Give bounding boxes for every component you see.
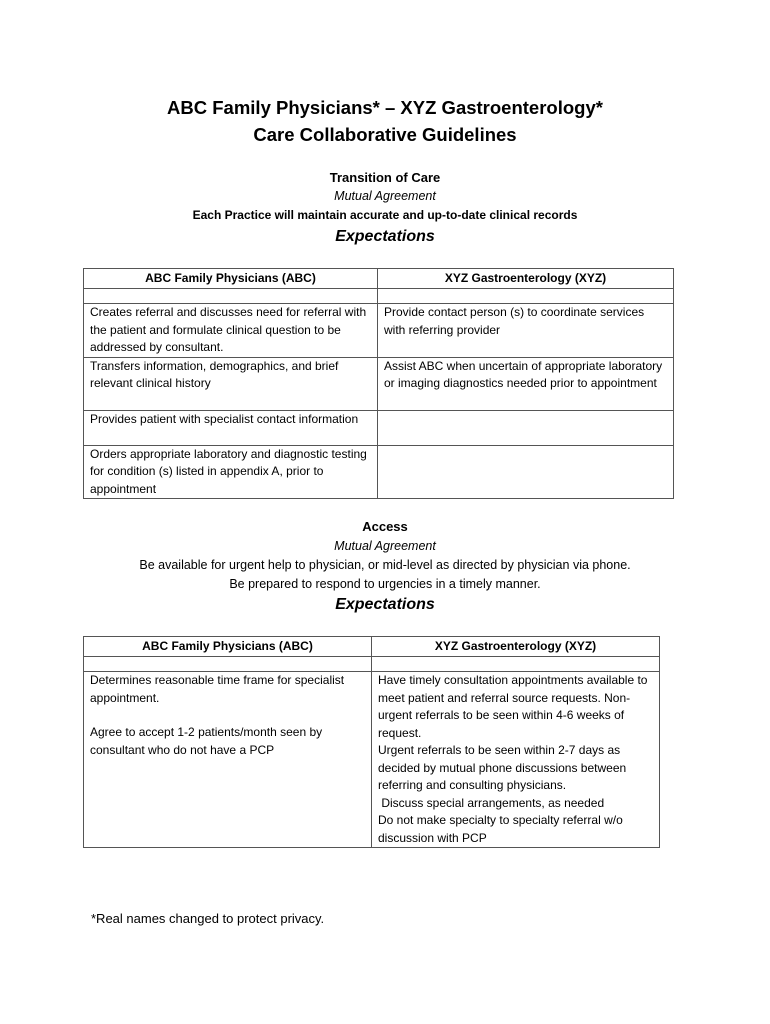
table-cell: Provide contact person (s) to coordinate services with referring provider [378,304,674,358]
access-xyz-para-2: Urgent referrals to be seen within 2-7 days as decided by mutual phone discussions between referring and consulting physicians. [378,743,627,792]
transition-expectations-label: Expectations [335,228,435,245]
title-line-2: Care Collaborative Guidelines [253,124,517,145]
access-xyz-cell [372,672,660,848]
transition-heading: Transition of Care [329,170,441,185]
transition-statement: Each Practice will maintain accurate and up-to-date clinical records [192,208,578,222]
table-cell [378,410,674,445]
blank-cell [378,289,674,304]
access-line-2: Be prepared to respond to urgencies in a timely manner. [229,577,541,591]
table-cell: Creates referral and discusses need for referral with the patient and formulate clinical question to be addressed by consultant. [84,304,378,358]
table-cell: Transfers information, demographics, and brief relevant clinical history [84,357,378,410]
transition-col-xyz-header: XYZ Gastroenterology (XYZ) [378,269,674,289]
access-abc-cell [84,672,372,848]
document-title [0,94,770,148]
table-cell: Assist ABC when uncertain of appropriate laboratory or imaging diagnostics needed prior to appointment [378,357,674,410]
table-cell [378,445,674,499]
access-expectations-label: Expectations [335,596,435,613]
privacy-footnote: *Real names changed to protect privacy. [91,911,325,926]
table-cell: Orders appropriate laboratory and diagnostic testing for condition (s) listed in appendix A, prior to appointment [84,445,378,499]
access-heading: Access [362,519,408,534]
blank-cell [84,657,372,672]
access-xyz-para-4: Do not make specialty to specialty referral w/o discussion with PCP [378,813,623,845]
access-subheading: Mutual Agreement [334,539,436,553]
blank-cell [372,657,660,672]
transition-subheading: Mutual Agreement [334,189,436,203]
transition-col-abc-header: ABC Family Physicians (ABC) [84,269,378,289]
access-abc-para-1: Determines reasonable time frame for specialist appointment. [90,673,345,705]
blank-cell [84,289,378,304]
access-xyz-para-1: Have timely consultation appointments available to meet patient and referral source requests. Non-urgent referrals to be seen within 4-6 weeks of request. [378,673,648,740]
table-cell: Provides patient with specialist contact information [84,410,378,445]
title-line-1: ABC Family Physicians* – XYZ Gastroenterology* [167,97,603,118]
access-col-abc-header: ABC Family Physicians (ABC) [84,637,372,657]
access-xyz-para-3: Discuss special arrangements, as needed [378,795,605,810]
access-abc-para-2: Agree to accept 1-2 patients/month seen by consultant who do not have a PCP [90,725,323,757]
access-col-xyz-header: XYZ Gastroenterology (XYZ) [372,637,660,657]
transition-table [83,268,674,499]
access-table [83,636,660,848]
access-line-1: Be available for urgent help to physician, or mid-level as directed by physician via phone. [139,558,631,572]
